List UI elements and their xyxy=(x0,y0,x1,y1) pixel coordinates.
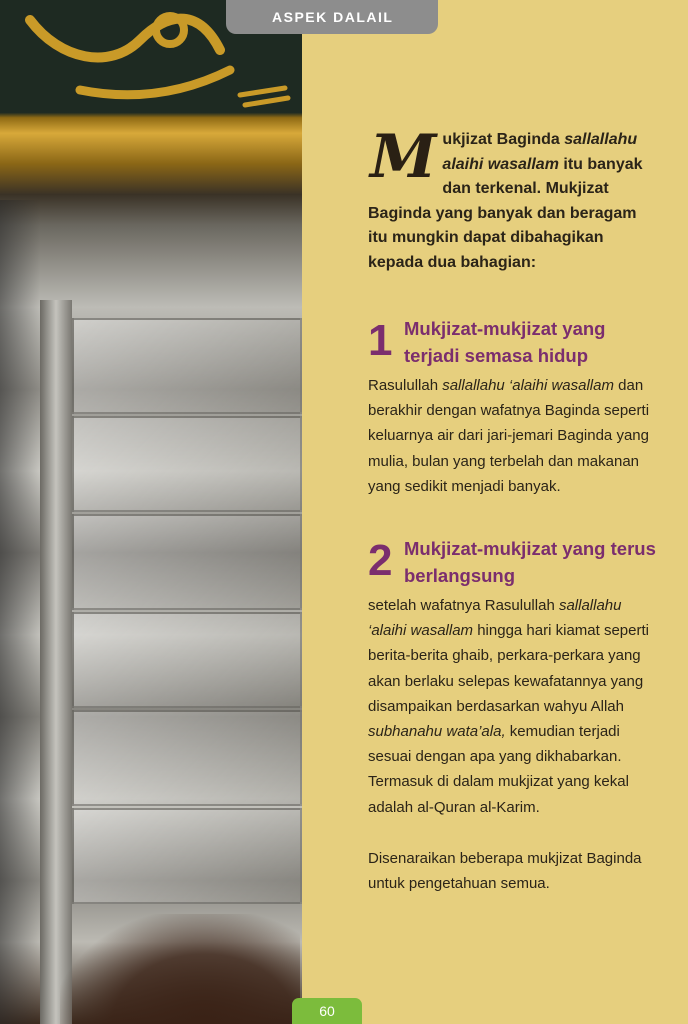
section-text xyxy=(368,593,658,820)
section-header-tab: ASPEK DALAIL xyxy=(226,0,438,34)
photo-shadow xyxy=(0,200,40,1024)
door-panel xyxy=(72,612,302,708)
intro-text-cont: itu banyak dan terkenal. Mukjizat Baginda yang banyak dan beragam itu mungkin dapat dibahagikan kepada dua bahagian: xyxy=(368,155,643,271)
kaaba-door-photo xyxy=(0,0,302,1024)
section-number: 1 xyxy=(368,316,393,365)
crowd-silhouette xyxy=(60,914,300,1024)
section-heading xyxy=(368,315,658,369)
article-body xyxy=(368,122,658,896)
section-title: Mukjizat-mukjizat yang terjadi semasa hidup xyxy=(404,318,606,366)
section-2 xyxy=(368,535,658,820)
intro-text: ukjizat Baginda xyxy=(442,131,565,148)
door-panel xyxy=(72,416,302,512)
section-italic: sallallahu ‘alaihi wasallam xyxy=(368,597,622,640)
door-panel xyxy=(72,514,302,610)
door-panel xyxy=(72,318,302,414)
section-text xyxy=(368,373,658,499)
page-number: 60 xyxy=(292,998,362,1024)
section-text-part: Rasulullah xyxy=(368,377,443,394)
closing-paragraph: Disenaraikan beberapa mukjizat Baginda untuk pengetahuan semua. xyxy=(368,849,642,893)
section-italic: sallallahu ‘alaihi wasallam xyxy=(442,377,614,394)
section-text-part: setelah wafatnya Rasulullah xyxy=(368,597,559,615)
section-text-part: kemudian terjadi sesuai dengan apa yang dikhabarkan. Termasuk di dalam mukjizat yang kekal adalah al-Quran al-Karim. xyxy=(368,723,629,816)
section-text-part: dan berakhir dengan wafatnya Baginda seperti keluarnya air dari jari-jemari Baginda yang mulia, bulan yang terbelah dan makanan yang sedikit menjadi banyak. xyxy=(368,377,650,495)
intro-italic: sallallahu alaihi wasallam xyxy=(442,131,638,173)
section-italic: subhanahu wata’ala, xyxy=(368,723,506,741)
intro-paragraph xyxy=(368,122,658,275)
door-panel xyxy=(72,808,302,904)
section-text-part: hingga hari kiamat seperti berita-berita ghaib, perkara-perkara yang akan berlaku selepas kewafatannya yang disampaikan berdasarkan wahyu Allah xyxy=(368,622,649,715)
section-title: Mukjizat-mukjizat yang terus berlangsung xyxy=(404,538,656,587)
drop-cap: M xyxy=(370,122,437,192)
section-1 xyxy=(368,315,658,499)
section-heading xyxy=(368,535,658,589)
section-number: 2 xyxy=(368,536,393,586)
door-panel xyxy=(72,710,302,806)
